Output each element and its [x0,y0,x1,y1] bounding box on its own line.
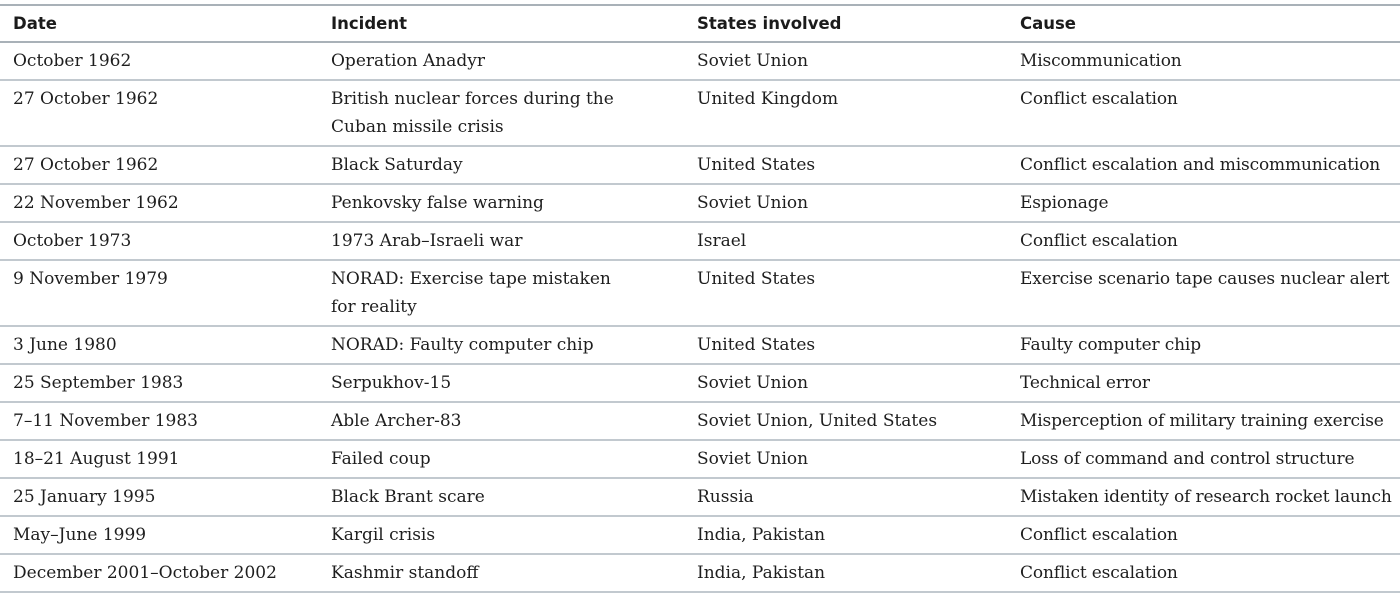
table-row [0,478,1400,516]
header-incident: Incident [331,14,407,33]
cell-states-involved: Russia [697,487,754,507]
header-states-involved: States involved [697,14,842,33]
cell-cause: Conflict escalation and miscommunication [1020,155,1381,175]
cell-cause: Conflict escalation [1020,525,1178,545]
cell-date: December 2001–October 2002 [13,563,277,583]
cell-date: 7–11 November 1983 [13,411,198,431]
cell-incident: Kargil crisis [331,525,436,545]
table-row [0,146,1400,184]
cell-date: May–June 1999 [13,525,147,545]
cell-cause: Misperception of military training exercise [1020,411,1384,431]
cell-cause: Espionage [1020,193,1109,213]
cell-incident: Able Archer-83 [331,411,462,431]
cell-states-involved: Soviet Union [697,373,809,393]
cell-date: 18–21 August 1991 [13,449,180,469]
table-row [0,260,1400,326]
cell-date: 25 January 1995 [13,487,156,507]
cell-states-involved: Soviet Union, United States [697,411,938,431]
cell-incident: 1973 Arab–Israeli war [331,231,523,251]
cell-incident: British nuclear forces during the Cuban missile crisis [331,89,614,137]
table-header [0,5,1400,42]
cell-states-involved: Soviet Union [697,51,809,71]
cell-incident: NORAD: Faulty computer chip [331,335,594,355]
cell-date: October 1962 [13,51,132,71]
cell-date: October 1973 [13,231,132,251]
cell-cause: Conflict escalation [1020,563,1178,583]
cell-states-involved: Israel [697,231,747,251]
header-row [0,5,1400,42]
cell-date: 9 November 1979 [13,269,168,289]
cell-cause: Technical error [1020,373,1150,393]
incidents-table [0,4,1400,593]
table-row [0,440,1400,478]
cell-states-involved: United States [697,269,816,289]
table-body [0,42,1400,592]
cell-incident: Black Saturday [331,155,463,175]
cell-date: 27 October 1962 [13,89,159,109]
header-cause: Cause [1020,14,1077,33]
cell-states-involved: India, Pakistan [697,525,826,545]
cell-cause: Miscommunication [1020,51,1182,71]
cell-incident: Black Brant scare [331,487,485,507]
cell-cause: Exercise scenario tape causes nuclear alert [1020,269,1390,289]
cell-cause: Faulty computer chip [1020,335,1201,355]
cell-states-involved: United States [697,155,816,175]
cell-date: 22 November 1962 [13,193,179,213]
table-row [0,326,1400,364]
cell-states-involved: Soviet Union [697,449,809,469]
table-row [0,554,1400,592]
cell-states-involved: United States [697,335,816,355]
cell-incident: Serpukhov-15 [331,373,452,393]
cell-date: 27 October 1962 [13,155,159,175]
cell-states-involved: United Kingdom [697,89,839,109]
cell-incident: Penkovsky false warning [331,193,544,213]
cell-cause: Conflict escalation [1020,231,1178,251]
cell-states-involved: India, Pakistan [697,563,826,583]
cell-cause: Loss of command and control structure [1020,449,1355,469]
cell-incident: Operation Anadyr [331,51,485,71]
table-row [0,364,1400,402]
cell-incident: Failed coup [331,449,431,469]
table-row [0,184,1400,222]
table-row [0,222,1400,260]
cell-incident: NORAD: Exercise tape mistaken for reality [331,269,611,317]
cell-cause: Conflict escalation [1020,89,1178,109]
cell-states-involved: Soviet Union [697,193,809,213]
cell-date: 25 September 1983 [13,373,184,393]
header-date: Date [13,14,57,33]
cell-incident: Kashmir standoff [331,563,479,583]
table-row [0,80,1400,146]
cell-cause: Mistaken identity of research rocket launch [1020,487,1392,507]
table-row [0,516,1400,554]
cell-date: 3 June 1980 [13,335,117,355]
table-row [0,402,1400,440]
table-row [0,42,1400,80]
